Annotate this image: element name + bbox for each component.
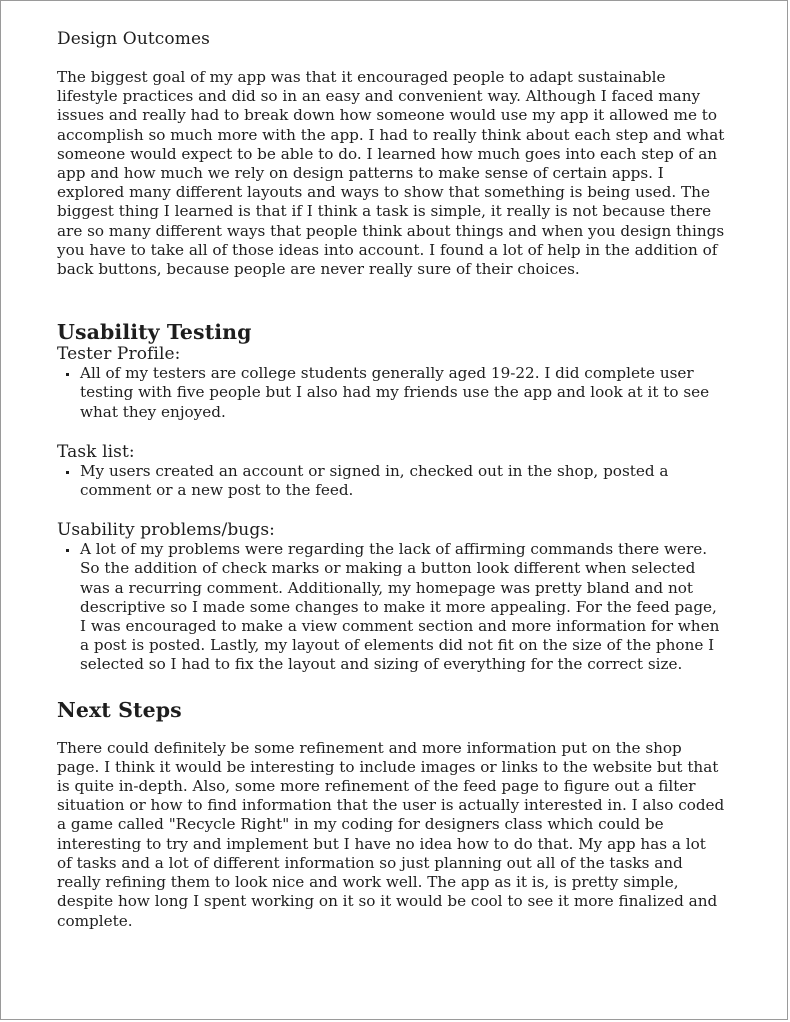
task-list (57, 462, 725, 500)
list-item: A lot of my problems were regarding the lack of affirming commands there were. So the addition of check marks or making a button look different when selected was a recurring comment. Additionally, my homepage was pretty bland and not descriptive so I made some changes to make it more appealing. For the feed page, I was encouraged to make a view comment section and more information for when a post is posted. Lastly, my layout of elements did not fit on the size of the phone I selected so I had to fix the layout and sizing of everything for the correct size. (57, 540, 725, 674)
design-outcomes-body: The biggest goal of my app was that it encouraged people to adapt sustainable lifestyle practices and did so in an easy and convenient way. Although I faced many issues and really had to break down how someone would use my app it allowed me to accomplish so much more with the app. I had to really think about each step and what someone would expect to be able to do. I learned how much goes into each step of an app and how much we rely on design patterns to make sense of certain apps. I explored many different layouts and ways to show that something is being used. The biggest thing I learned is that if I think a task is simple, it really is not because there are so many different ways that people think about things and when you design things you have to take all of those ideas into account. I found a lot of help in the addition of back buttons, because people are never really sure of their choices. (57, 68, 725, 279)
usability-problems-heading: Usability problems/bugs: (57, 520, 275, 541)
task-list-heading: Task list: (57, 441, 135, 462)
tester-profile-heading: Tester Profile: (57, 344, 181, 365)
next-steps-body: There could definitely be some refinement and more information put on the shop page. I think it would be interesting to include images or links to the website but that is quite in-depth. Also, some more refinement of the feed page to figure out a filter situation or how to find information that the user is actually interested in. I also coded a game called "Recycle Right" in my coding for designers class which could be interesting to try and implement but I have no idea how to do that. My app has a lot of tasks and a lot of different information so just planning out all of the tasks and really refining them to look nice and work well. The app as it is, is pretty simple, despite how long I spent working on it so it would be cool to see it more finalized and complete. (57, 738, 725, 930)
usability-testing-heading: Usability Testing (57, 320, 252, 345)
list-item: All of my testers are college students generally aged 19-22. I did complete user testing with five people but I also had my friends use the app and look at it to see what they enjoyed. (57, 364, 725, 422)
usability-problems-list (57, 540, 725, 674)
tester-profile-list (57, 364, 725, 422)
list-item: My users created an account or signed in, checked out in the shop, posted a comment or a new post to the feed. (57, 462, 725, 500)
next-steps-heading: Next Steps (57, 697, 182, 722)
design-outcomes-heading: Design Outcomes (57, 29, 210, 49)
document-content (57, 29, 725, 931)
